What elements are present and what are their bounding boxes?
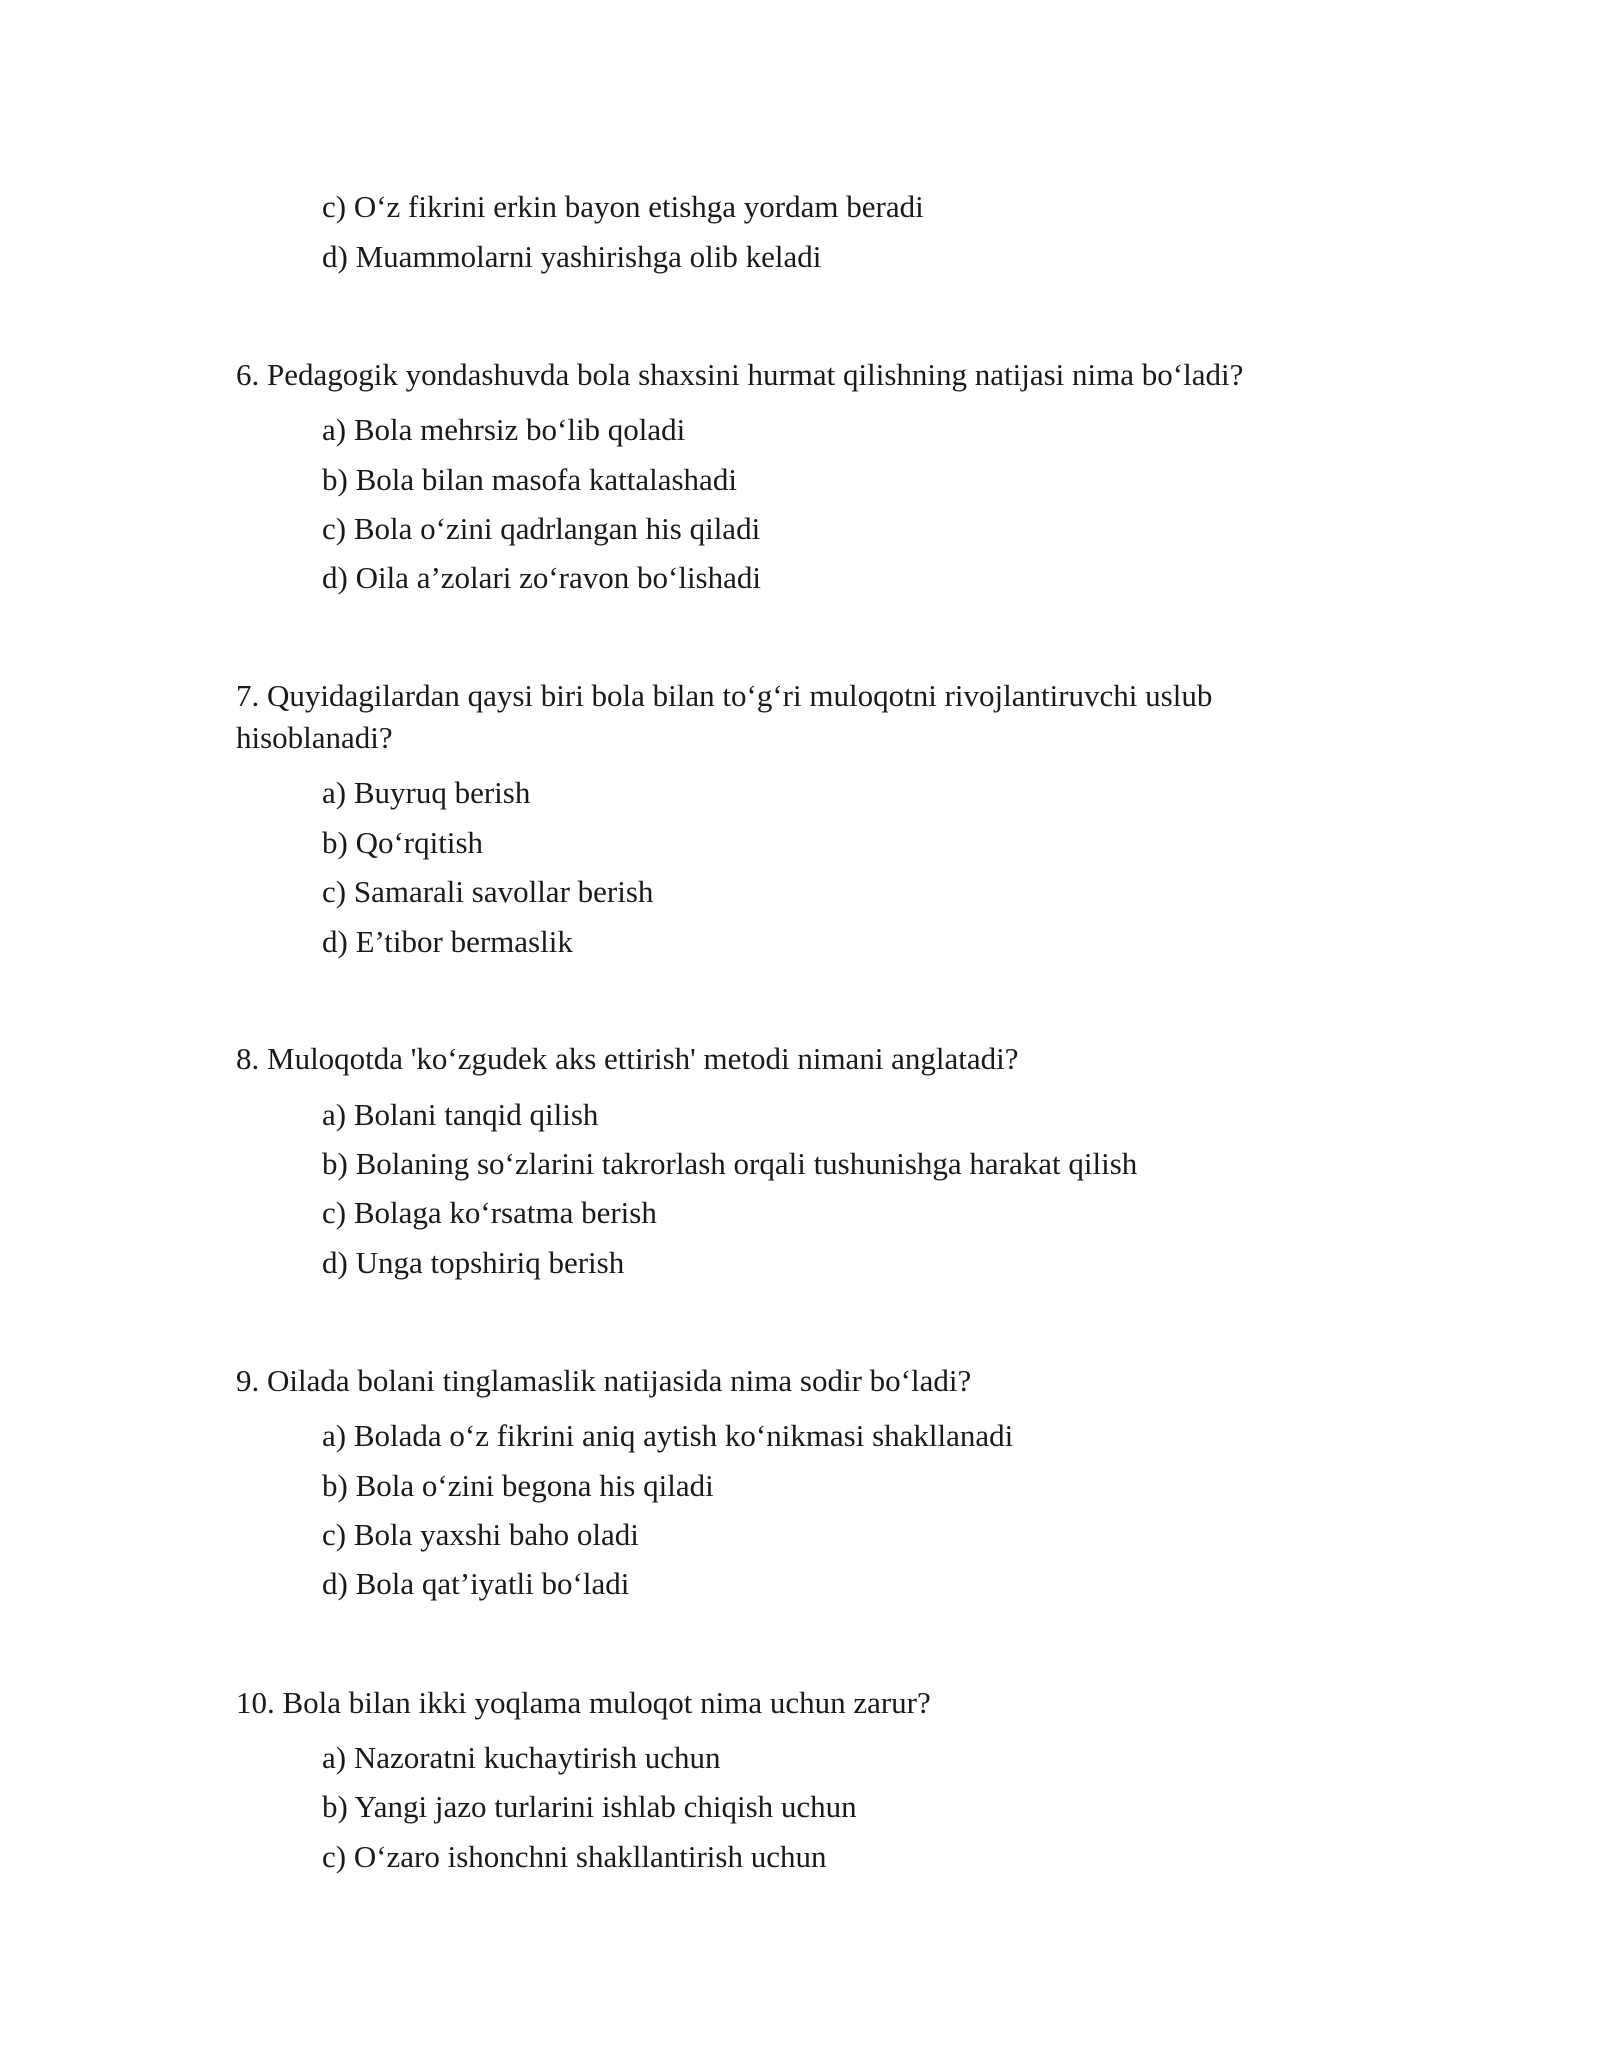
option-10a: a) Nazoratni kuchaytirish uchun	[322, 1740, 721, 1775]
option-5c: c) O‘z fikrini erkin bayon etishga yordam beradi	[322, 189, 924, 224]
option-10c: c) O‘zaro ishonchni shakllantirish uchun	[322, 1839, 827, 1874]
option-8c: c) Bolaga ko‘rsatma berish	[322, 1195, 657, 1230]
question-9: 9. Oilada bolani tinglamaslik natijasida nima sodir bo‘ladi?	[236, 1363, 972, 1398]
option-6c: c) Bola o‘zini qadrlangan his qiladi	[322, 511, 761, 546]
option-9b: b) Bola o‘zini begona his qiladi	[322, 1468, 714, 1503]
option-8a: a) Bolani tanqid qilish	[322, 1097, 599, 1132]
option-9d: d) Bola qat’iyatli bo‘ladi	[322, 1566, 630, 1601]
option-7c: c) Samarali savollar berish	[322, 874, 654, 909]
question-8: 8. Muloqotda 'ko‘zgudek aks ettirish' metodi nimani anglatadi?	[236, 1041, 1019, 1076]
option-6a: a) Bola mehrsiz bo‘lib qoladi	[322, 412, 686, 447]
option-8d: d) Unga topshiriq berish	[322, 1245, 625, 1280]
option-7a: a) Buyruq berish	[322, 775, 531, 810]
option-7d: d) E’tibor bermaslik	[322, 924, 573, 959]
option-6b: b) Bola bilan masofa kattalashadi	[322, 462, 737, 497]
question-6: 6. Pedagogik yondashuvda bola shaxsini hurmat qilishning natijasi nima bo‘ladi?	[236, 357, 1244, 392]
option-7b: b) Qo‘rqitish	[322, 825, 484, 860]
option-6d: d) Oila a’zolari zo‘ravon bo‘lishadi	[322, 560, 761, 595]
option-9a: a) Bolada o‘z fikrini aniq aytish ko‘nikmasi shakllanadi	[322, 1418, 1014, 1453]
question-7: 7. Quyidagilardan qaysi biri bola bilan to‘g‘ri muloqotni rivojlantiruvchi uslub hisoblanadi?	[236, 678, 1213, 755]
option-8b: b) Bolaning so‘zlarini takrorlash orqali tushunishga harakat qilish	[322, 1146, 1138, 1181]
option-5d: d) Muammolarni yashirishga olib keladi	[322, 239, 822, 274]
option-10b: b) Yangi jazo turlarini ishlab chiqish uchun	[322, 1789, 857, 1824]
question-10: 10. Bola bilan ikki yoqlama muloqot nima uchun zarur?	[236, 1685, 931, 1720]
option-9c: c) Bola yaxshi baho oladi	[322, 1517, 639, 1552]
